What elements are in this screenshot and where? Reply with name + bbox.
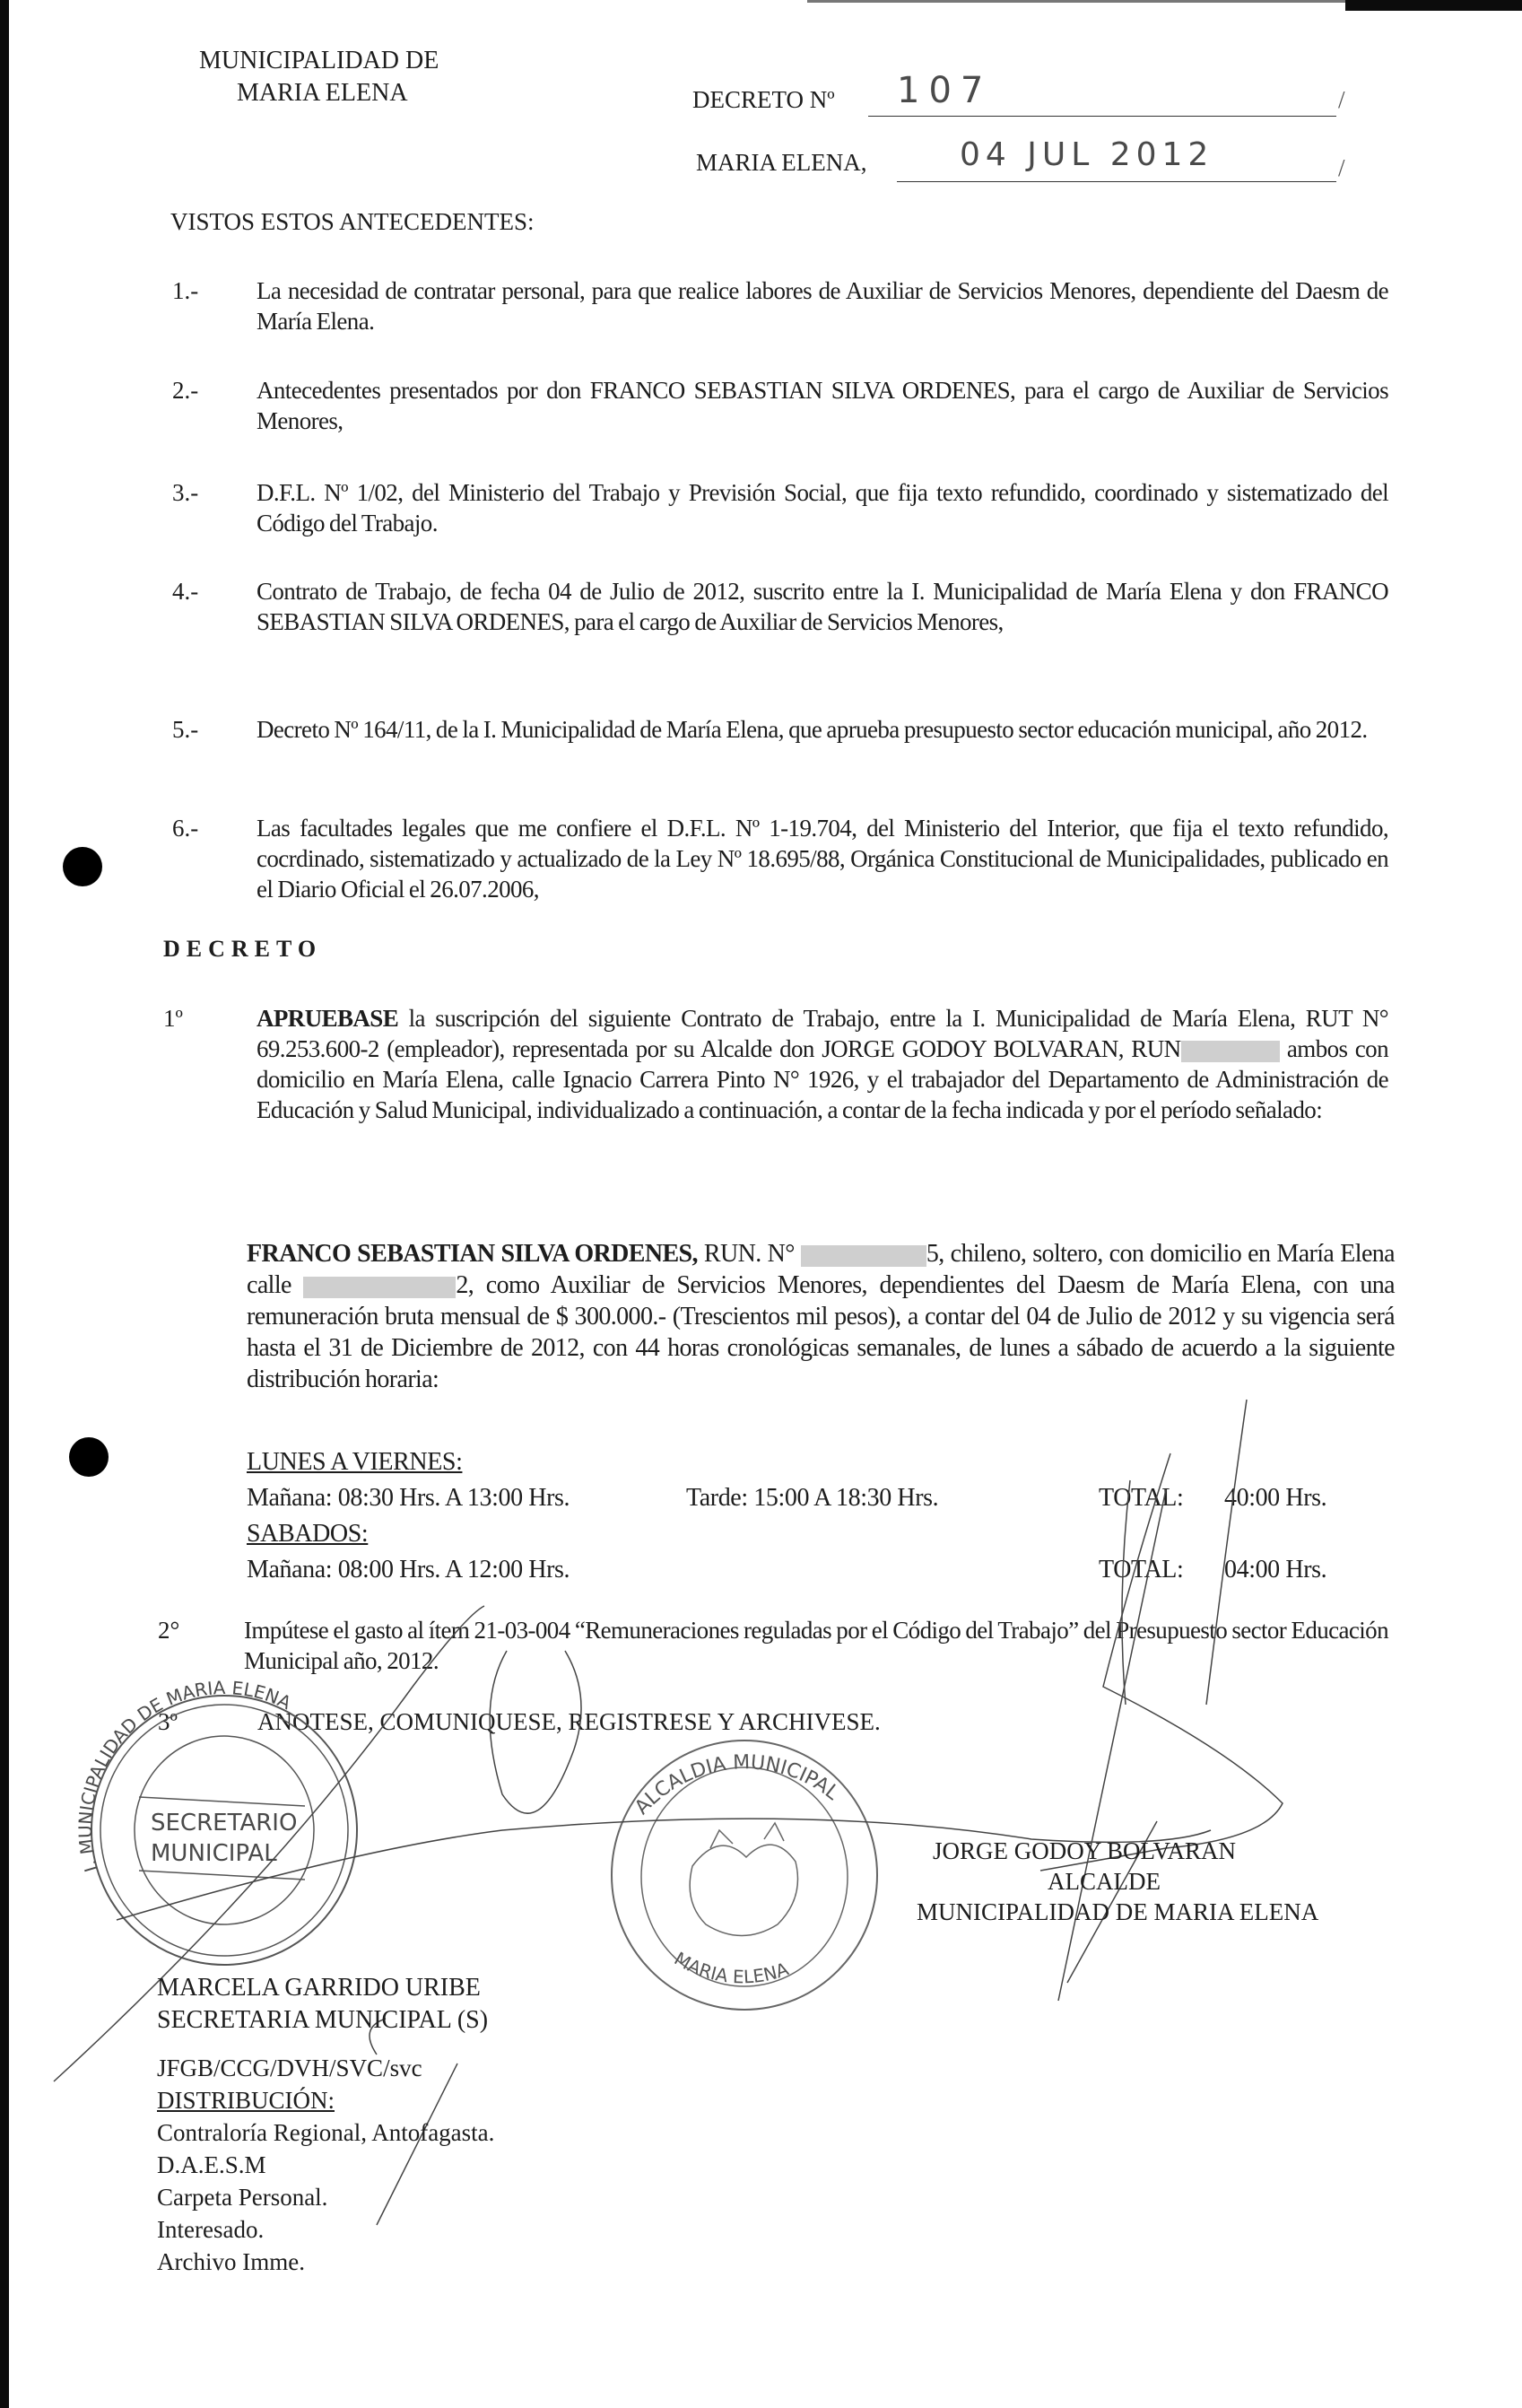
vistos-heading: VISTOS ESTOS ANTECEDENTES: (170, 208, 535, 235)
saturday-total: 04:00 Hrs. (1224, 1556, 1327, 1584)
scan-border-left (0, 0, 9, 2408)
decree-number-underline (868, 116, 1336, 117)
article-1-text-b: ambos con domicilio en María Elena, calle Ignacio Carrera Pinto N° 1926, y el trabajador del Departamento de Administración de Educación y Salud Municipal, individualizado a continuación, a contar de la fecha indicada y por el período señalado: (257, 1035, 1388, 1123)
vistos-item-number: 6.- (172, 815, 199, 842)
worker-run-label: RUN. N° (697, 1240, 795, 1268)
secretary-name: MARCELA GARRIDO URIBE (157, 1974, 481, 2002)
vistos-item-number: 2.- (172, 377, 199, 404)
worker-paragraph (247, 1238, 1395, 1395)
vistos-item-number: 4.- (172, 578, 199, 605)
institution-name-line2: MARIA ELENA (237, 79, 408, 107)
article-number: 2° (158, 1617, 180, 1644)
distribution-item: Contraloría Regional, Antofagasta. (157, 2119, 495, 2146)
mayor-name: JORGE GODOY BOLVARAN (933, 1837, 1237, 1864)
worker-name: FRANCO SEBASTIAN SILVA ORDENES, (247, 1240, 698, 1268)
decree-number-stamp: 107 (897, 70, 993, 111)
worker-run-tail: 5, chileno, soltero, con domicilio en María Elena calle (247, 1240, 1395, 1299)
distribution-heading: DISTRIBUCIÓN: (157, 2087, 335, 2114)
redacted-run (1181, 1041, 1280, 1062)
saturday-total-label: TOTAL: (1099, 1556, 1184, 1584)
vistos-item-3: D.F.L. Nº 1/02, del Ministerio del Trabajo y Previsión Social, que fija texto refundido, coordinado y sistematizado del Código del Trabajo. (257, 479, 1388, 537)
reference-initials: JFGB/CCG/DVH/SVC/svc (157, 2055, 422, 2081)
institution-name-line1: MUNICIPALIDAD DE (199, 47, 439, 74)
mayor-title: ALCALDE (1048, 1868, 1161, 1895)
vistos-item-4: Contrato de Trabajo, de fecha 04 de Julio de 2012, suscrito entre la I. Municipalidad de María Elena y don FRANCO SEBASTIAN SILVA ORDENES, para el cargo de Auxiliar de Servicios Menores, (257, 578, 1388, 635)
alcaldia-stamp (612, 1741, 877, 2010)
article-number: 1º (163, 1005, 183, 1032)
scan-border-top (1345, 0, 1522, 11)
distribution-item: Archivo Imme. (157, 2248, 305, 2275)
vistos-item-number: 3.- (172, 479, 199, 506)
article-1-text (257, 1003, 1388, 1125)
distribution-item: Interesado. (157, 2216, 265, 2243)
article-2-text: Impútese el gasto al ítem 21-03-004 “Remuneraciones reguladas por el Código del Trabajo” del Presupuesto sector Educación Municipal año, 2012. (244, 1617, 1388, 1674)
article-1-lead: APRUEBASE (257, 1005, 399, 1032)
place-label: MARIA ELENA, (696, 149, 867, 176)
secretaria-stamp-line2: MUNICIPAL (151, 1840, 277, 1867)
article-number: 3º (158, 1708, 178, 1735)
vistos-item-6: Las facultades legales que me confiere el D.F.L. Nº 1-19.704, del Ministerio del Interior, que fija el texto refundido, cocrdinado, sistematizado y actualizado de la Ley Nº 18.695/88, Orgánica Constitucional de Municipalidades, publicado en el Diario Oficial el 26.07.2006, (257, 815, 1388, 903)
distribution-item: D.A.E.S.M (157, 2151, 266, 2178)
decree-number-slash: / (1338, 86, 1345, 113)
saturday-morning: Mañana: 08:00 Hrs. A 12:00 Hrs. (247, 1556, 570, 1584)
scan-border-top-fade (807, 0, 1345, 3)
worker-address-tail: 2, como Auxiliar de Servicios Menores, dependientes del Daesm de María Elena, con una remuneración bruta mensual de $ 300.000.- (Trescientos mil pesos), a contar del 04 de Julio de 2012 y su vigencia será hasta el 31 de Diciembre de 2012, con 44 horas cronológicas semanales, de lunes a sábado de acuerdo a la siguiente distribución horaria: (247, 1271, 1395, 1393)
weekday-morning: Mañana: 08:30 Hrs. A 13:00 Hrs. (247, 1484, 570, 1512)
article-3-text: ANOTESE, COMUNIQUESE, REGISTRESE Y ARCHIVESE. (257, 1708, 881, 1735)
punch-hole (63, 847, 102, 886)
mayor-organization: MUNICIPALIDAD DE MARIA ELENA (917, 1898, 1319, 1925)
weekday-total: 40:00 Hrs. (1224, 1484, 1327, 1512)
vistos-item-5: Decreto Nº 164/11, de la I. Municipalidad de María Elena, que aprueba presupuesto sector educación municipal, año 2012. (257, 716, 1368, 743)
article-1-text-a: la suscripción del siguiente Contrato de Trabajo, entre la I. Municipalidad de María Elena, RUT N° 69.253.600-2 (empleador), representada por su Alcalde don JORGE GODOY BOLVARAN, RUN (257, 1005, 1388, 1062)
date-stamp: 04 JUL 2012 (960, 136, 1214, 173)
vistos-item-1: La necesidad de contratar personal, para que realice labores de Auxiliar de Servicios Menores, dependiente del Daesm de María Elena. (257, 277, 1388, 335)
alcaldia-stamp-ring-bottom: MARIA ELENA (670, 1947, 792, 1988)
weekday-heading: LUNES A VIERNES: (247, 1448, 463, 1476)
date-underline (897, 181, 1336, 182)
weekday-afternoon: Tarde: 15:00 A 18:30 Hrs. (686, 1484, 939, 1512)
redacted-worker-address (303, 1277, 456, 1298)
distribution-item: Carpeta Personal. (157, 2184, 328, 2211)
decree-label: DECRETO Nº (692, 86, 835, 113)
date-slash: / (1338, 154, 1345, 181)
weekday-total-label: TOTAL: (1099, 1484, 1184, 1512)
alcaldia-stamp-ring-top: ALCALDIA MUNICIPAL (631, 1751, 843, 1819)
decreto-heading: DECRETO (163, 936, 323, 962)
secretary-title: SECRETARIA MUNICIPAL (S) (157, 2006, 489, 2034)
vistos-item-number: 5.- (172, 716, 199, 743)
secretaria-stamp-line1: SECRETARIO (151, 1810, 298, 1837)
saturday-heading: SABADOS: (247, 1520, 369, 1548)
secretaria-stamp-ring-text: I. MUNICIPALIDAD DE MARIA ELENA (74, 1676, 295, 1875)
redacted-worker-run (801, 1245, 926, 1267)
punch-hole (69, 1437, 109, 1477)
vistos-item-2: Antecedentes presentados por don FRANCO SEBASTIAN SILVA ORDENES, para el cargo de Auxiliar de Servicios Menores, (257, 377, 1388, 434)
vistos-item-number: 1.- (172, 277, 199, 304)
